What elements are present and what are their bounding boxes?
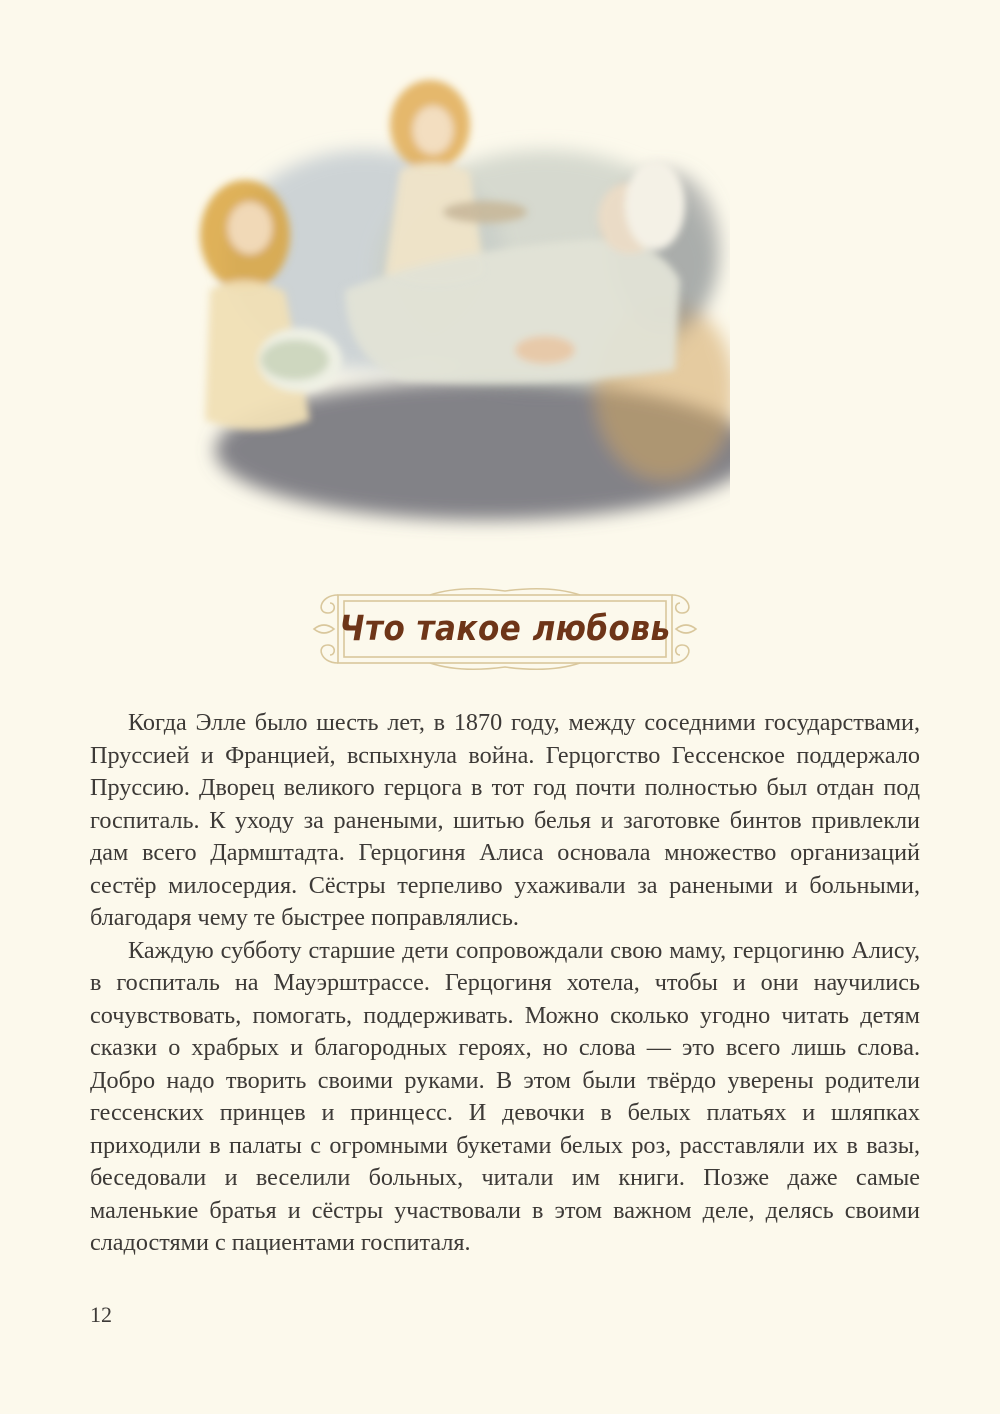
body-text: [90, 707, 920, 1260]
paragraph: Когда Элле было шесть лет, в 1870 году, между соседними государствами, Пруссией и Францией, вспыхнула война. Герцогство Гессенское поддержало Пруссию. Дворец великого герцога в тот год почти полностью был отдан под госпиталь. К уходу за ранеными, шитью белья и заготовке бинтов привлекли дам всего Дармштадта. Герцогиня Алиса основала множество организаций сестёр милосердия. Сёстры терпеливо ухаживали за ранеными и больными, благодаря чему те быстрее поправлялись.: [90, 709, 920, 931]
chapter-title-frame: [310, 583, 700, 675]
paragraph: Каждую субботу старшие дети сопровождали свою маму, герцогиню Алису, в госпиталь на Мауэрштрассе. Герцогиня хотела, чтобы и они научились сочувствовать, помогать, поддерживать. Можно сколько угодно читать детям сказки о храбрых и благородных героях, но слова — это всего лишь слова. Добро надо творить своими руками. В этом были твёрдо уверены родители гессенских принцев и принцесс. И девочки в белых платьях и шляпках приходили в палаты с огромными букетами белых роз, расставляли их в вазы, беседовали и веселили больных, читали им книги. Позже даже самые маленькие братья и сёстры участвовали в этом важном деле, делясь своими сладостями с пациентами госпиталя.: [90, 936, 920, 1256]
watercolor-illustration: [185, 60, 730, 560]
chapter-title: Что такое любовь: [339, 608, 671, 650]
page-number: 12: [90, 1302, 112, 1327]
